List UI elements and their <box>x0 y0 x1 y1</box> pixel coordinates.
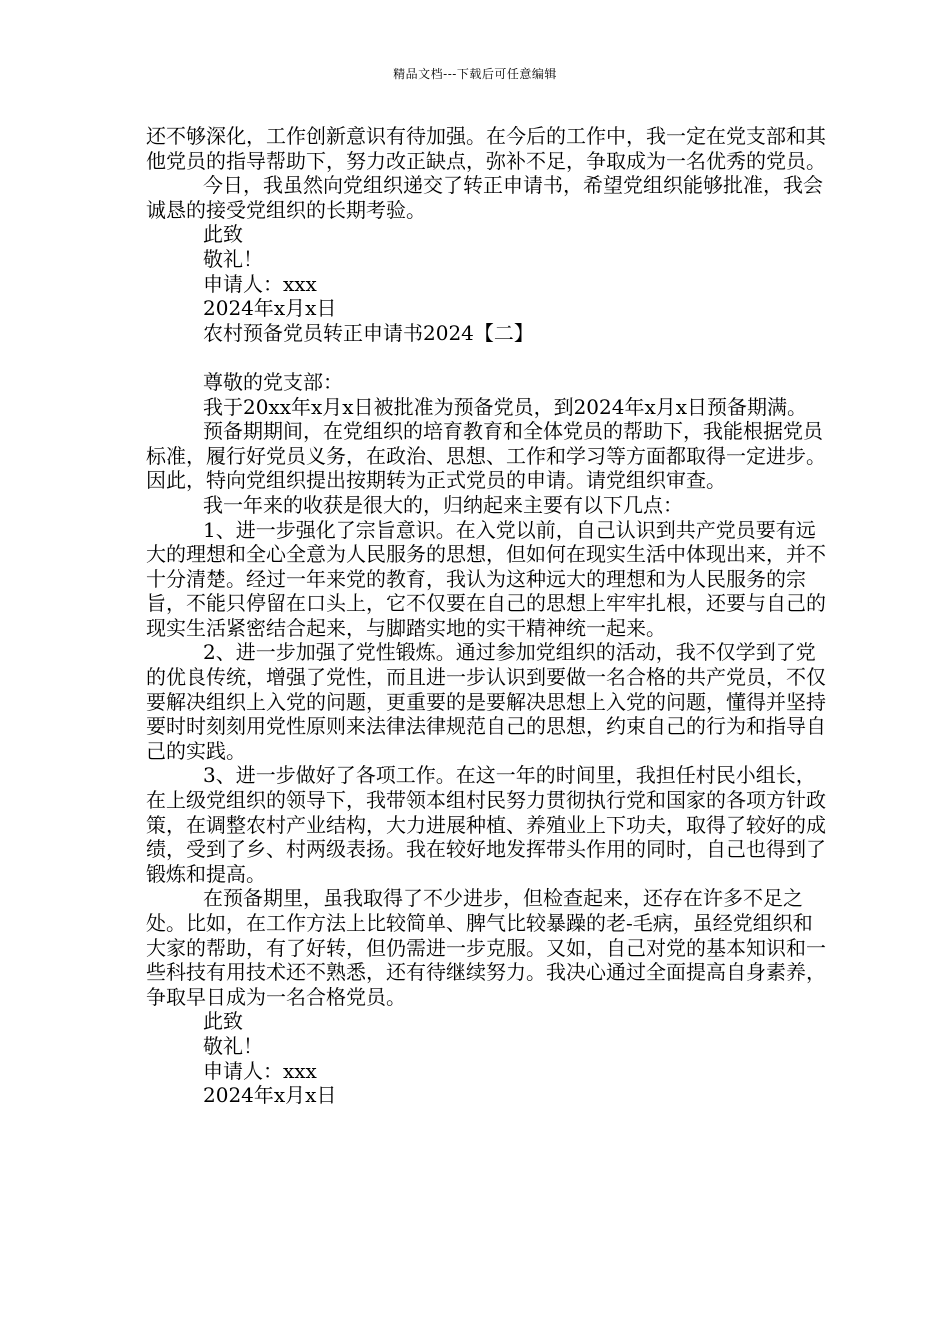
applicant-signature-2: 申请人：xxx <box>203 1058 317 1083</box>
blank-line <box>146 345 826 370</box>
paragraph-submission: 今日，我虽然向党组织递交了转正申请书，希望党组织能够批准，我会诚恳的接受党组织的长期考验。 <box>146 173 823 222</box>
salutation: 尊敬的党支部： <box>203 369 343 394</box>
signature-date: 2024年x月x日 <box>203 296 337 321</box>
signature-date-2: 2024年x月x日 <box>203 1083 337 1108</box>
closing-cizhi: 此致 <box>203 222 243 247</box>
applicant-signature: 申请人：xxx <box>203 271 317 296</box>
paragraph-shortcomings: 在预备期里，虽我取得了不少进步，但检查起来，还存在许多不足之处。比如，在工作方法上比较简单、脾气比较暴躁的老-毛病，虽经党组织和大家的帮助，有了好转，但仍需进一步克服。又如，自己对党的基本知识和一些科技有用技术还不熟悉，还有待继续努力。我决心通过全面提高自身素养，争取早日成为一名合格党员。 <box>146 886 826 1009</box>
paragraph-continuation: 还不够深化，工作创新意识有待加强。在今后的工作中，我一定在党支部和其他党员的指导帮助下，努力改正缺点，弥补不足，争取成为一名优秀的党员。 <box>146 124 826 173</box>
closing-jingli-2: 敬礼！ <box>203 1033 263 1058</box>
paragraph-approval-date: 我于20xx年x月x日被批准为预备党员，到2024年x月x日预备期满。 <box>203 394 808 419</box>
section-title: 农村预备党员转正申请书2024【二】 <box>203 320 534 345</box>
closing-jingli: 敬礼！ <box>203 246 263 271</box>
paragraph-point-1: 1、进一步强化了宗旨意识。在入党以前，自己认识到共产党员要有远大的理想和全心全意为人民服务的思想，但如何在现实生活中体现出来，并不十分清楚。经过一年来党的教育，我认为这种远大的理想和为人民服务的宗旨，不能只停留在口头上，它不仅要在自己的思想上牢牢扎根，还要与自己的现实生活紧密结合起来，与脚踏实地的实干精神统一起来。 <box>146 517 826 640</box>
paragraph-point-2: 2、进一步加强了党性锻炼。通过参加党组织的活动，我不仅学到了党的优良传统，增强了党性，而且进一步认识到要做一名合格的共产党员，不仅要解决组织上入党的问题，更重要的是要解决思想上入党的问题，懂得并坚持要时时刻刻用党性原则来法律法律规范自己的思想，约束自己的行为和指导自己的实践。 <box>146 640 826 763</box>
paragraph-probation-summary: 预备期期间，在党组织的培育教育和全体党员的帮助下，我能根据党员标准，履行好党员义务，在政治、思想、工作和学习等方面都取得一定进步。因此，特向党组织提出按期转为正式党员的申请。请党组织审查。 <box>146 419 826 493</box>
document-body <box>146 124 826 1108</box>
page-header: 精品文档---下载后可任意编辑 <box>393 67 557 81</box>
paragraph-gains-intro: 我一年来的收获是很大的，归纳起来主要有以下几点： <box>203 492 683 517</box>
closing-cizhi-2: 此致 <box>203 1009 243 1034</box>
paragraph-point-3: 3、进一步做好了各项工作。在这一年的时间里，我担任村民小组长，在上级党组织的领导下，我带领本组村民努力贯彻执行党和国家的各项方针政策，在调整农村产业结构，大力进展种植、养殖业上下功夫，取得了较好的成绩，受到了乡、村两级表扬。我在较好地发挥带头作用的同时，自己也得到了锻炼和提高。 <box>146 763 826 886</box>
